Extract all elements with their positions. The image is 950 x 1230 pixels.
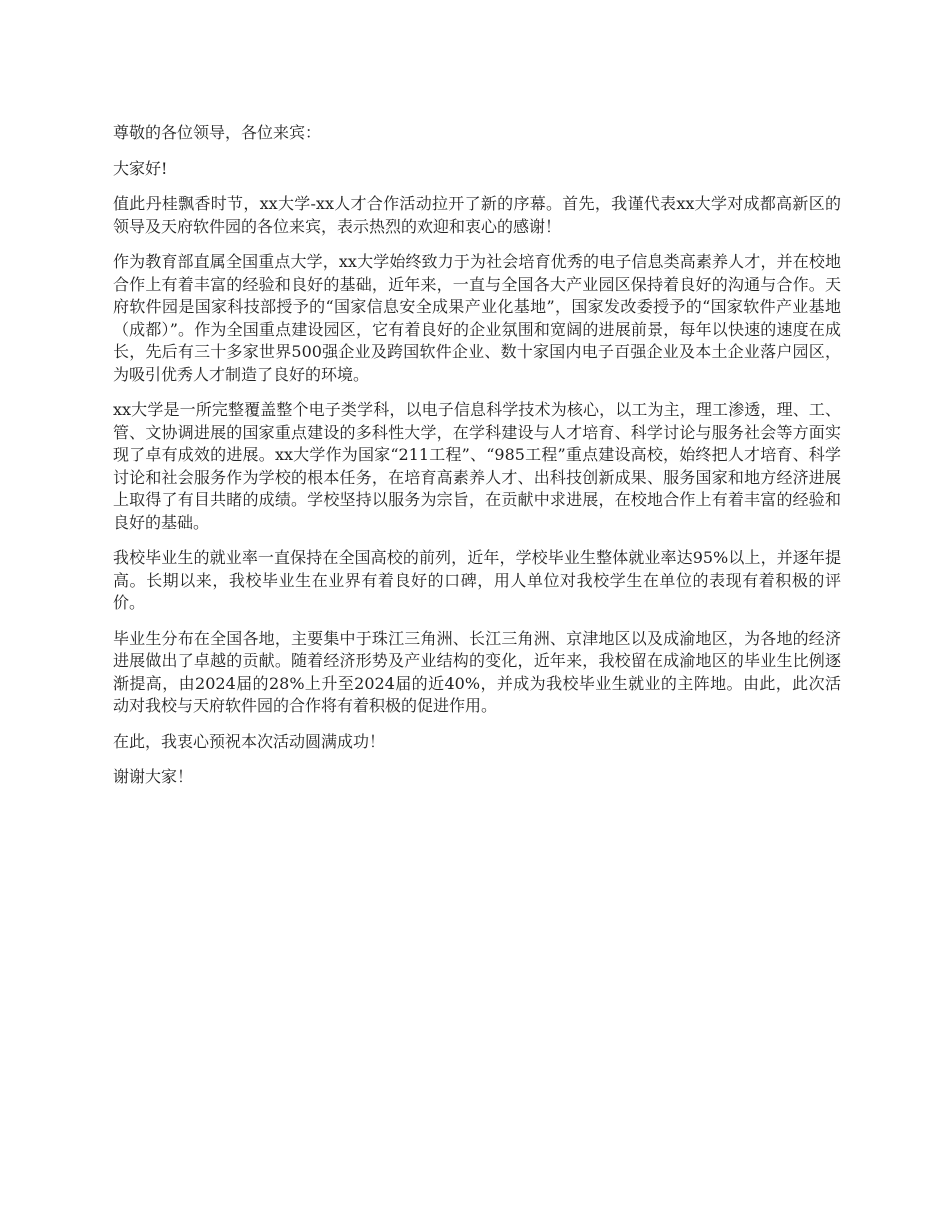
- greeting: 大家好!: [113, 158, 168, 178]
- paragraph-wishes: 在此，我衷心预祝本次活动圆满成功！: [113, 731, 386, 751]
- closing: 谢谢大家！: [113, 767, 194, 786]
- paragraph-opening: 值此丹桂飘香时节，xx大学-xx人才合作活动拉开了新的序幕。首先，我谨代表xx大学对成都高新区的领导及天府软件园的各位来宾，表示热烈的欢迎和衷心的感谢！: [113, 194, 841, 236]
- salutation: 尊敬的各位领导，各位来宾：: [113, 123, 322, 142]
- speech-document: [113, 122, 841, 802]
- paragraph-graduate-distribution: 毕业生分布在全国各地，主要集中于珠江三角洲、长江三角洲、京津地区以及成渝地区，为各地的经济进展做出了卓越的贡献。随着经济形势及产业结构的变化，近年来，我校留在成渝地区的毕业生比例逐渐提高，由2024届的28%上升至2024届的近40%，并成为我校毕业生就业的主阵地。由此，此次活动对我校与天府软件园的合作将有着积极的促进作用。: [113, 628, 841, 715]
- paragraph-university-and-park: 作为教育部直属全国重点大学，xx大学始终致力于为社会培育优秀的电子信息类高素养人才，并在校地合作上有着丰富的经验和良好的基础，近年来，一直与全国各大产业园区保持着良好的沟通与合作。天府软件园是国家科技部授予的“国家信息安全成果产业化基地”，国家发改委授予的“国家软件产业基地（成都）”。作为全国重点建设园区，它有着良好的企业氛围和宽阔的进展前景，每年以快速的速度在成长，先后有三十多家世界500强企业及跨国软件企业、数十家国内电子百强企业及本土企业落户园区，为吸引优秀人才制造了良好的环境。: [113, 252, 841, 384]
- paragraph-university-profile: xx大学是一所完整覆盖整个电子类学科，以电子信息科学技术为核心，以工为主，理工渗透，理、工、管、文协调进展的国家重点建设的多科性大学，在学科建设与人才培育、科学讨论与服务社会等方面实现了卓有成效的进展。xx大学作为国家“211工程”、“985工程”重点建设高校，始终把人才培育、科学讨论和社会服务作为学校的根本任务，在培育高素养人才、出科技创新成果、服务国家和地方经济进展上取得了有目共睹的成绩。学校坚持以服务为宗旨，在贡献中求进展，在校地合作上有着丰富的经验和良好的基础。: [113, 400, 841, 532]
- paragraph-employment-rate: 我校毕业生的就业率一直保持在全国高校的前列，近年，学校毕业生整体就业率达95%以上，并逐年提高。长期以来，我校毕业生在业界有着良好的口碑，用人单位对我校学生在单位的表现有着积极的评价。: [113, 548, 841, 612]
